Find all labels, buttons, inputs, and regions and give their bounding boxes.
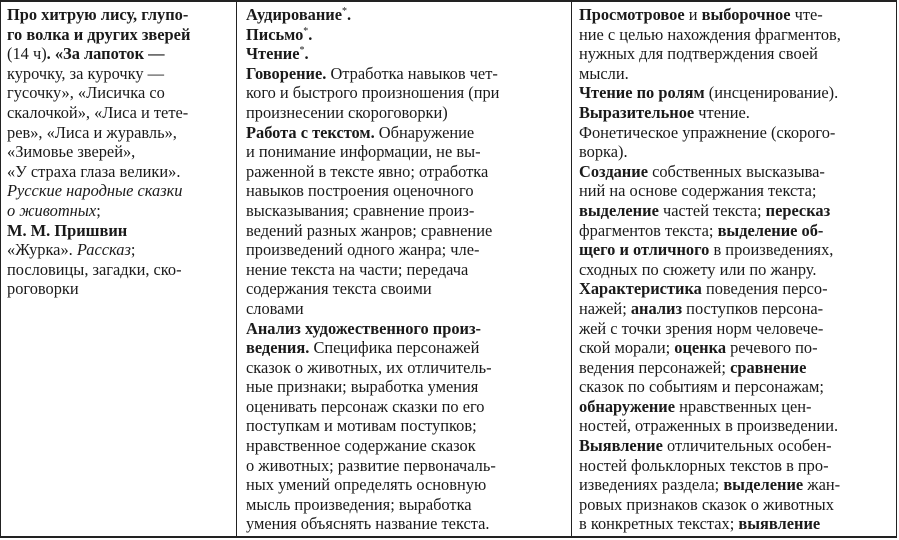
term: выявление [738,514,821,534]
outcome-line [579,240,890,260]
outcome-line: ний на основе содержания текста; [579,181,817,201]
section-text-line: ные признаки; выработка умения [246,377,479,397]
section-text-line: ных умений определять основную [246,475,487,495]
term: выделение об- [717,220,824,240]
outcome-text: нажей; [579,298,631,318]
section-text-line: мысль произведения; выработка [246,494,472,514]
section-text: Обнаружение [374,122,475,142]
activities-column [237,2,572,536]
skill-heading [246,25,565,45]
term: Выразительное [579,102,695,122]
topic-text-line: курочку, за курочку — [7,63,165,83]
term: обнаружение [579,396,676,416]
learning-outcomes-column [572,2,896,536]
outcome-text: изведениях раздела; [579,475,724,495]
outcome-line [579,514,890,534]
section-heading: Анализ художественного произ- [246,318,482,338]
outcome-line: сходных по сюжету или по жанру. [579,259,817,279]
analysis-heading-line [246,319,565,339]
section-text-line: высказывания; сравнение произ- [246,200,475,220]
section-text-line: раженной в тексте явно; отработка [246,161,489,181]
section-heading: ведения. [246,338,310,358]
term: оценка [674,338,727,358]
section-text-line: нравственное содержание сказок [246,436,476,456]
section-heading: Работа с текстом. [246,122,375,142]
term: Выявление [579,436,663,456]
section-text-line: и понимание информации, не вы- [246,142,481,162]
topic-title [7,5,230,25]
genre-text: Рассказ [76,240,131,260]
topic-genre-line [7,181,230,201]
term: Характеристика [579,279,702,299]
punct: . [304,44,309,64]
outcome-line [579,338,890,358]
footnote-mark: * [303,25,309,37]
topic-text-line [7,240,230,260]
hours-count: (14 ч) [7,44,47,64]
outcome-text: (инсценирование). [704,83,839,103]
section-text-line: произведений одного жанра; чле- [246,240,480,260]
topic-text-line: гусочку», «Лисичка со [7,83,165,103]
term: пересказ [765,200,831,220]
section-text-line: умения объяснять название текста. [246,514,490,534]
outcome-text: в конкретных текстах; [579,514,739,534]
outcome-line [579,475,890,495]
punct: ; [96,200,101,220]
outcome-line [579,358,890,378]
genre-text: о животных [7,200,97,220]
section-text: Отработка навыков чет- [326,63,498,83]
topic-text-line: роговорки [7,279,79,299]
speaking-line [246,64,565,84]
term: анализ [630,298,683,318]
outcome-line: ностей, отраженных в произведении. [579,416,839,436]
skill-name: Чтение [246,44,300,64]
section-text-line: оценивать персонаж сказки по его [246,396,485,416]
topic-genre-line [7,201,230,221]
outcome-text: ской морали; [579,338,675,358]
section-text-line: навыков построения оценочного [246,181,474,201]
section-text-line: о животных; развитие первоначаль- [246,455,496,475]
outcome-line: Фонетическое упражнение (скорого- [579,122,836,142]
outcome-text: чте- [790,5,823,24]
section-text-line: поступкам и мотивам поступков; [246,416,477,436]
term: Создание [579,161,648,181]
topic-text-line: рев», «Лиса и журавль», [7,122,177,142]
topic-text-line: «Зимовье зверей», [7,142,136,162]
term: выборочное [701,5,791,24]
term: выделение [723,475,804,495]
term: выделение [579,200,659,220]
section-text-line: словами [246,298,304,318]
outcome-line [579,5,890,25]
outcome-line [579,221,890,241]
outcome-line [579,279,890,299]
outcome-line [579,83,890,103]
section-text-line: кого и быстрого произношения (при [246,83,500,103]
skill-heading [246,44,565,64]
topic-column [1,2,237,536]
topic-title-line: го волка и других зверей [7,24,191,44]
section-text-line: содержания текста своими [246,279,432,299]
skill-name: Письмо [246,24,304,44]
outcome-text: жан- [803,475,841,495]
outcome-line [579,299,890,319]
footnote-mark: * [299,45,305,57]
outcome-line: жей с точки зрения норм человече- [579,318,824,338]
section-heading: Говорение. [246,63,327,83]
punct: . [347,5,352,24]
term: Просмотровое [579,5,685,24]
section-text-line: нение текста на части; передача [246,259,469,279]
outcome-line [579,201,890,221]
skill-name: Аудирование [246,5,343,24]
section-text-line: произнесении скороговорки) [246,102,448,122]
outcome-text: поступков персона- [682,298,824,318]
outcome-text: частей текста; [658,200,766,220]
term: Чтение по ролям [579,83,705,103]
outcome-line [579,162,890,182]
outcome-line: нужных для подтверждения своей [579,44,818,64]
term: щего и отличного [579,240,710,260]
outcome-line [579,436,890,456]
topic-text-line: «У страха глаза велики». [7,161,181,181]
outcome-text: отличительных особен- [662,436,832,456]
outcome-text: нравственных цен- [675,396,812,416]
outcome-line: ностей фольклорных текстов в про- [579,455,829,475]
outcome-line: ворка). [579,142,628,162]
genre-text: Русские народные сказки [7,181,183,201]
outcome-text: собственных высказыва- [647,161,825,181]
outcome-text: фрагментов текста; [579,220,718,240]
outcome-line: ровых признаков сказок о животных [579,494,834,514]
outcome-line: сказок по событиям и персонажам; [579,377,824,397]
punct: . [308,24,313,44]
punct: ; [130,240,136,260]
outcome-text: чтение. [694,102,750,122]
outcome-text: ведения персонажей; [579,357,731,377]
outcome-line: ние с целью нахождения фрагментов, [579,24,841,44]
term: сравнение [730,357,807,377]
author-name: М. М. Пришвин [7,220,128,240]
outcome-text: поведения персо- [701,279,828,299]
section-text-line: сказок о животных, их отличитель- [246,357,492,377]
topic-text-line: пословицы, загадки, ско- [7,259,182,279]
section-text-line: ведений разных жанров; сравнение [246,220,493,240]
outcome-text: в произведениях, [709,240,834,260]
topic-title-line: Про хитрую лису, глупо- [7,5,189,24]
analysis-line [246,338,565,358]
work-title: «Журка». [7,240,77,260]
section-text: Специфика персонажей [309,338,480,358]
outcome-text: и [684,5,702,24]
topic-text-line [7,44,230,64]
outcome-text: речевого по- [726,338,818,358]
outcome-line [579,397,890,417]
author-line [7,221,230,241]
textwork-line [246,123,565,143]
topic-title-line-2 [7,25,230,45]
topic-text: . «За лапоток — [46,44,165,64]
outcome-line [579,103,890,123]
topic-text-line: скалочкой», «Лиса и тете- [7,102,189,122]
skill-heading [246,5,565,25]
outcome-line: мысли. [579,63,629,83]
footnote-mark: * [342,6,348,17]
